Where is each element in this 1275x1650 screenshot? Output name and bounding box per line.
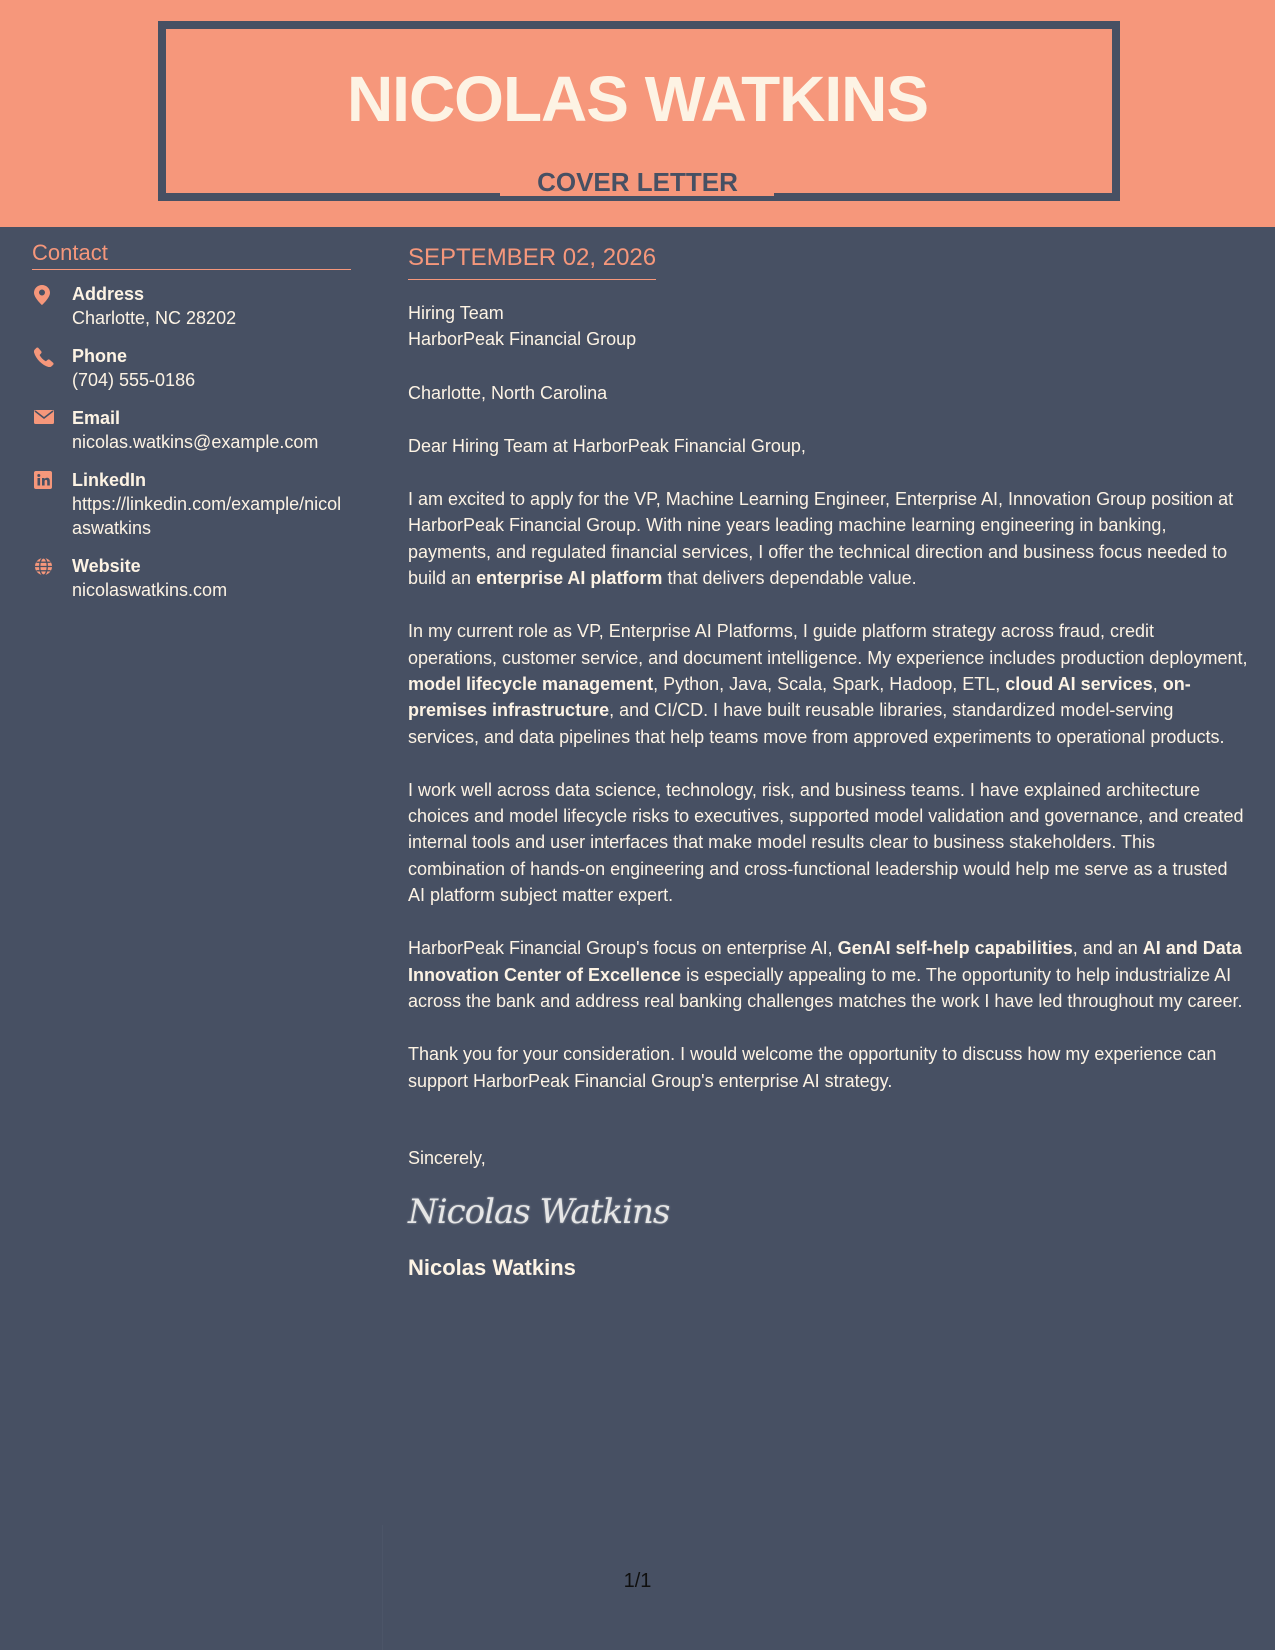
contact-website xyxy=(32,554,351,602)
phone-icon xyxy=(32,344,72,392)
page-number: 1/1 xyxy=(623,1570,652,1592)
contact-label: LinkedIn xyxy=(72,470,147,490)
contact-value: nicolas.watkins@example.com xyxy=(72,432,319,452)
closing: Sincerely, xyxy=(408,1147,486,1168)
globe-icon xyxy=(32,554,72,602)
contact-value: (704) 555-0186 xyxy=(72,370,196,390)
contact-label: Website xyxy=(72,556,141,576)
letter-date: SEPTEMBER 02, 2026 xyxy=(408,243,656,280)
recipient-location: Charlotte, North Carolina xyxy=(408,382,608,403)
salutation: Dear Hiring Team at HarborPeak Financial Group, xyxy=(408,435,806,456)
recipient-team: Hiring Team xyxy=(408,303,504,323)
emphasis: model lifecycle management xyxy=(408,673,654,694)
document-title: COVER LETTER xyxy=(537,167,738,197)
recipient-company: HarborPeak Financial Group xyxy=(408,329,637,350)
paragraph-1: I am excited to apply for the VP, Machine Learning Engineer, Enterprise AI, Innovation Group position at HarborPeak Financial Group. With nine years leading machine learning engineering in banking, payments, and regulated financial services, I offer the technical direction and business focus needed to build an enterprise AI platform that delivers dependable value. xyxy=(408,489,1234,589)
header-banner xyxy=(0,0,1275,227)
contact-label: Phone xyxy=(72,346,128,366)
emphasis: GenAI self-help capabilities xyxy=(837,938,1073,959)
contact-sidebar xyxy=(32,240,351,616)
contact-label: Email xyxy=(72,408,121,428)
contact-value: nicolaswatkins.com xyxy=(72,580,228,600)
contact-value: Charlotte, NC 28202 xyxy=(72,308,237,328)
contact-label: Address xyxy=(72,284,145,304)
linkedin-icon xyxy=(32,468,72,540)
letter-body xyxy=(408,243,1248,1282)
emphasis: enterprise AI platform xyxy=(476,568,663,589)
contact-value: https://linkedin.com/example/nicolaswatkins xyxy=(72,494,342,538)
contact-heading: Contact xyxy=(32,240,351,270)
applicant-name: NICOLAS WATKINS xyxy=(346,63,929,135)
signature: Nicolas Watkins xyxy=(408,1192,670,1233)
emphasis: on-premises infrastructure xyxy=(408,673,1191,721)
contact-linkedin xyxy=(32,468,351,540)
signer-name: Nicolas Watkins xyxy=(408,1255,576,1281)
emphasis: cloud AI services xyxy=(1005,673,1153,694)
emphasis: AI and Data Innovation Center of Excellence xyxy=(408,938,1242,985)
paragraph-5: Thank you for your consideration. I would welcome the opportunity to discuss how my experience can support HarborPeak Financial Group's enterprise AI strategy. xyxy=(408,1044,1217,1091)
contact-phone xyxy=(32,344,351,392)
paragraph-3: I work well across data science, technology, risk, and business teams. I have explained architecture choices and model lifecycle risks to executives, supported model validation and governance, and created internal tools and user interfaces that make model results clear to business stakeholders. This combination of hands-on engineering and cross-functional leadership would help me serve as a trusted AI platform subject matter expert. xyxy=(408,779,1244,906)
paragraph-4: HarborPeak Financial Group's focus on enterprise AI, GenAI self-help capabilities, and an AI and Data Innovation Center of Excellence is especially appealing to me. The opportunity to help industrialize AI across the bank and address real banking challenges matches the work I have led throughout my career. xyxy=(408,938,1243,1011)
contact-email xyxy=(32,406,351,454)
contact-address xyxy=(32,282,351,330)
envelope-icon xyxy=(32,406,72,454)
map-pin-icon xyxy=(32,282,72,330)
paragraph-2: In my current role as VP, Enterprise AI Platforms, I guide platform strategy across fraud, credit operations, customer service, and document intelligence. My experience includes production deployment, model lifecycle management, Python, Java, Scala, Spark, Hadoop, ETL, cloud AI services, on-premises infrastructure, and CI/CD. I have built reusable libraries, standardized model-serving services, and data pipelines that help teams move from approved experiments to operational products. xyxy=(408,621,1248,747)
